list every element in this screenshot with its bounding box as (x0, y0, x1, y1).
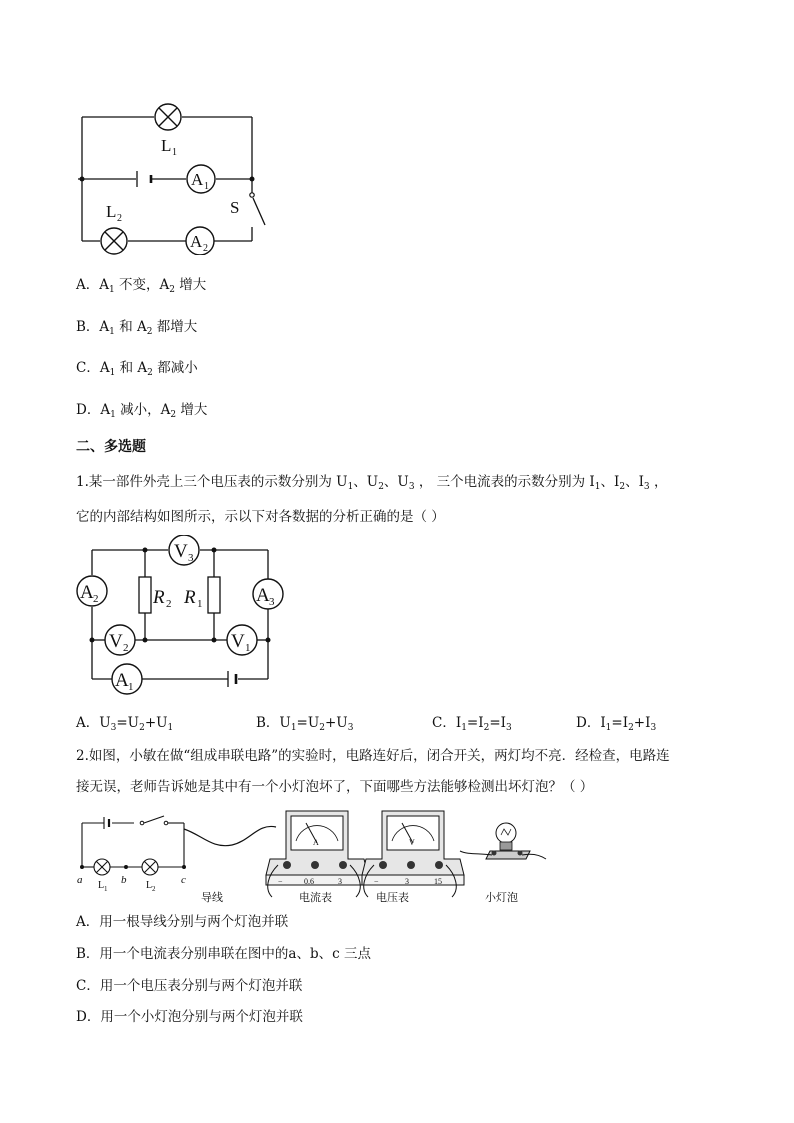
svg-text:b: b (121, 874, 127, 886)
top-circuit-diagram (70, 95, 280, 255)
resistor-r1 (208, 577, 220, 613)
svg-text:A: A (115, 670, 129, 691)
svg-text:3: 3 (405, 877, 409, 886)
q1-stem-line2: 它的内部结构如图所示，示以下对各数据的分析正确的是（ ） (76, 509, 445, 525)
wire-figure (184, 826, 276, 904)
prev-option-b: B．$A_1$ 和 $A_2$ 都增大 (76, 319, 198, 337)
svg-text:1: 1 (204, 181, 209, 192)
prev-option-a: A．$A_1$ 不变，$A_2$ 增大 (76, 277, 207, 295)
svg-text:2: 2 (166, 598, 172, 610)
svg-text:L: L (146, 880, 153, 891)
svg-text:2: 2 (93, 593, 99, 605)
svg-text:1: 1 (172, 147, 177, 158)
svg-text:V: V (109, 631, 123, 652)
switch-label: S (230, 198, 240, 217)
svg-text:A: A (80, 582, 94, 603)
svg-text:3: 3 (269, 596, 275, 608)
svg-text:电压表: 电压表 (376, 891, 409, 904)
svg-text:1: 1 (104, 885, 108, 893)
q2-option-a: A．用一根导线分别与两个灯泡并联 (76, 914, 289, 930)
ammeter-figure (266, 811, 368, 904)
resistor-r2 (139, 577, 151, 613)
svg-text:15: 15 (434, 877, 442, 886)
svg-text:A: A (256, 585, 270, 606)
svg-text:V: V (409, 838, 415, 847)
svg-text:2: 2 (117, 213, 122, 224)
series-circuit (77, 816, 186, 893)
svg-text:0.6: 0.6 (304, 877, 314, 886)
svg-text:3: 3 (338, 877, 342, 886)
svg-text:1: 1 (128, 681, 134, 693)
svg-text:L: L (98, 880, 105, 891)
q1-circuit-diagram (70, 535, 300, 695)
svg-text:A: A (313, 838, 319, 847)
section-title: 二、多选题 (76, 439, 146, 455)
q2-option-d: D．用一个小灯泡分别与两个灯泡并联 (76, 1009, 303, 1025)
lamp-l2 (101, 228, 127, 254)
ammeter-a3 (253, 579, 283, 609)
ammeter-a2 (77, 576, 107, 606)
svg-text:导线: 导线 (201, 891, 223, 904)
q1-option-d: D．$I_1=I_2+I_3$ (576, 715, 657, 733)
svg-text:3: 3 (188, 552, 194, 564)
q1-stem-line1: 1.某一部件外壳上三个电压表的示数分别为 $U_1$、$U_2$、$U_3$ ， 三个电流表的示数分别为 $I_1$、$I_2$、$I_3$ ， (76, 474, 668, 492)
svg-text:−: − (278, 877, 283, 886)
svg-text:2: 2 (152, 885, 156, 893)
l2-label: L (106, 202, 117, 221)
svg-text:V: V (174, 541, 188, 562)
svg-text:c: c (181, 874, 186, 886)
ammeter-a1 (112, 664, 142, 694)
prev-option-c: C．$A_1$ 和 $A_2$ 都减小 (76, 360, 198, 378)
svg-text:2: 2 (203, 243, 208, 254)
q2-stem-line1: 2.如图，小敏在做“组成串联电路”的实验时，电路连好后，闭合开关，两灯均不亮．经检查，电路连 (76, 748, 670, 764)
r2-label: R (153, 587, 165, 608)
q2-option-c: C．用一个电压表分别与两个灯泡并联 (76, 978, 303, 994)
svg-text:a: a (77, 874, 83, 886)
svg-text:2: 2 (123, 642, 129, 654)
svg-text:−: − (374, 877, 379, 886)
svg-text:电流表: 电流表 (299, 891, 332, 904)
q1-option-a: A．$U_3=U_2+U_1$ (76, 715, 174, 733)
voltmeter-v3 (169, 535, 199, 565)
svg-text:1: 1 (197, 598, 203, 610)
svg-text:V: V (231, 631, 245, 652)
a1-label: A (191, 170, 204, 189)
q2-option-b: B．用一个电流表分别串联在图中的a、b、c 三点 (76, 946, 371, 962)
r1-label: R (184, 587, 196, 608)
prev-option-d: D．$A_1$ 减小，$A_2$ 增大 (76, 402, 208, 420)
lamp-l1 (155, 104, 181, 130)
a2-label: A (190, 232, 203, 251)
q1-option-b: B．$U_1=U_2+U_3$ (256, 715, 354, 733)
q2-figures (72, 805, 552, 910)
voltmeter-figure (362, 811, 464, 904)
small-bulb-figure (460, 823, 546, 904)
l1-label: L (161, 136, 172, 155)
svg-text:1: 1 (245, 642, 251, 654)
q1-option-c: C．$I_1=I_2=I_3$ (432, 715, 512, 733)
voltmeter-v2 (105, 625, 135, 655)
svg-text:小灯泡: 小灯泡 (485, 891, 518, 904)
q2-stem-line2: 接无误，老师告诉她是其中有一个小灯泡坏了，下面哪些方法能够检测出坏灯泡？（ ） (76, 779, 594, 795)
voltmeter-v1 (227, 625, 257, 655)
